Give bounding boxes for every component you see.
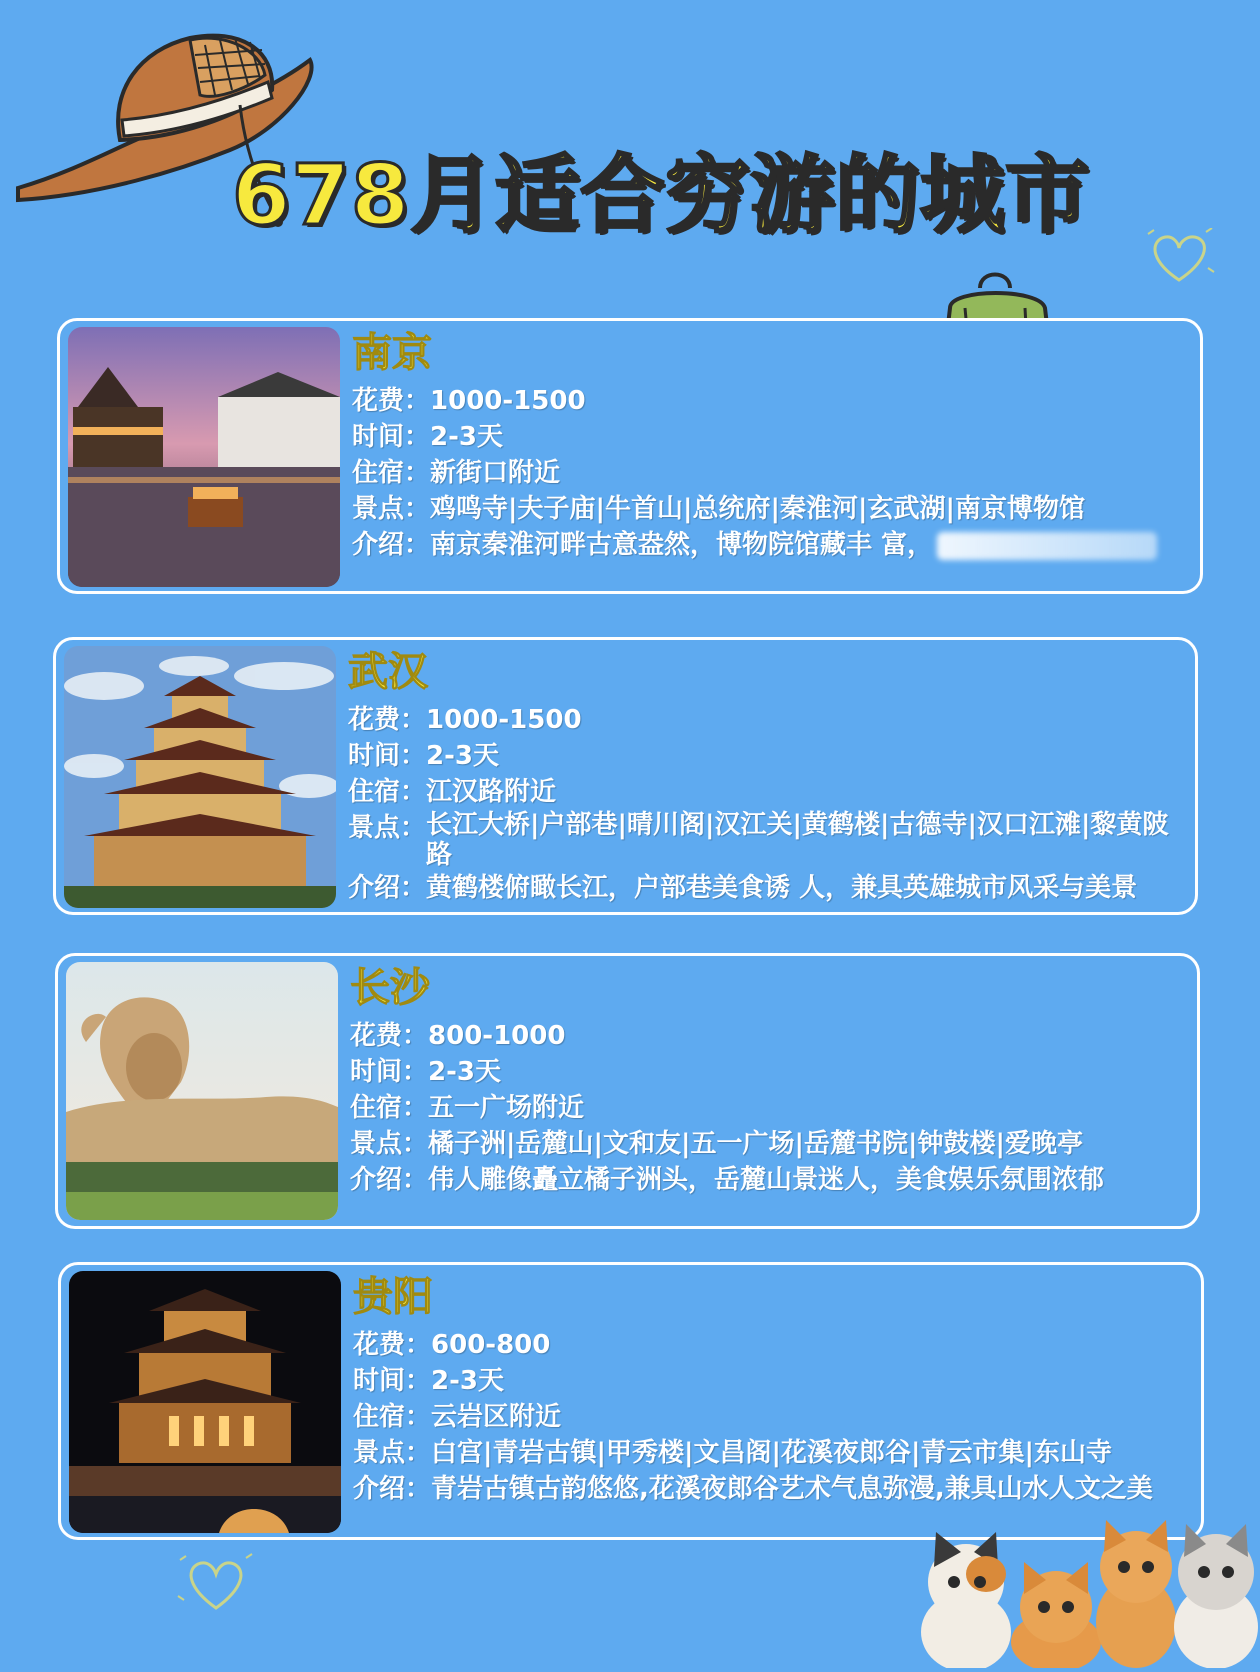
city-card-changsha	[55, 953, 1200, 1229]
stay-row	[352, 455, 1186, 491]
time-row	[353, 1363, 1187, 1399]
stay-value: 云岩区附近	[431, 1402, 562, 1432]
time-label: 时间：	[353, 1366, 432, 1396]
stay-row	[353, 1399, 1187, 1435]
intro-value: 青岩古镇古韵悠悠,花溪夜郎谷艺术气息弥漫,兼具山水人文之美	[431, 1474, 1153, 1504]
spots-row	[348, 810, 1181, 870]
intro-value: 黄鹤楼俯瞰长江，户部巷美食诱 人，兼具英雄城市风采与美景	[426, 873, 1138, 903]
cost-value: 800-1000	[428, 1021, 566, 1051]
cost-label: 花费：	[350, 1021, 429, 1051]
blurred-text	[937, 532, 1157, 560]
time-row	[352, 419, 1186, 455]
time-value: 2-3天	[426, 741, 499, 771]
stay-row	[348, 774, 1181, 810]
cost-row	[350, 1018, 1183, 1054]
spots-label: 景点：	[348, 813, 427, 843]
time-label: 时间：	[350, 1057, 429, 1087]
time-label: 时间：	[348, 741, 427, 771]
kittens-illustration	[906, 1512, 1260, 1672]
time-row	[348, 738, 1181, 774]
time-row	[350, 1054, 1183, 1090]
city-info	[350, 964, 1183, 1198]
spots-value: 白宫|青岩古镇|甲秀楼|文昌阁|花溪夜郎谷|青云市集|东山寺	[431, 1438, 1112, 1468]
changsha-photo	[66, 962, 338, 1220]
stay-value: 五一广场附近	[428, 1093, 585, 1123]
intro-label: 介绍：	[353, 1474, 432, 1504]
intro-row	[352, 527, 1186, 563]
time-value: 2-3天	[431, 1366, 504, 1396]
stay-value: 新街口附近	[430, 458, 561, 488]
spots-value: 橘子洲|岳麓山|文和友|五一广场|岳麓书院|钟鼓楼|爱晚亭	[428, 1129, 1083, 1159]
stay-value: 江汉路附近	[426, 777, 557, 807]
spots-row	[350, 1126, 1183, 1162]
cost-label: 花费：	[352, 386, 431, 416]
city-name: 贵阳	[353, 1274, 433, 1320]
cost-row	[353, 1327, 1187, 1363]
stay-label: 住宿：	[348, 777, 427, 807]
cost-value: 1000-1500	[430, 386, 586, 416]
cost-label: 花费：	[353, 1330, 432, 1360]
spots-label: 景点：	[352, 494, 431, 524]
stay-row	[350, 1090, 1183, 1126]
intro-label: 介绍：	[348, 873, 427, 903]
cost-value: 1000-1500	[426, 705, 582, 735]
city-card-guiyang	[58, 1262, 1204, 1540]
spots-value: 鸡鸣寺|夫子庙|牛首山|总统府|秦淮河|玄武湖|南京博物馆	[430, 494, 1085, 524]
stay-label: 住宿：	[350, 1093, 429, 1123]
guiyang-photo	[69, 1271, 341, 1533]
spots-label: 景点：	[350, 1129, 429, 1159]
city-info	[352, 329, 1186, 563]
stay-label: 住宿：	[352, 458, 431, 488]
spots-row	[353, 1435, 1187, 1471]
spots-row	[352, 491, 1186, 527]
city-card-wuhan	[53, 637, 1198, 915]
intro-row	[350, 1162, 1183, 1198]
intro-label: 介绍：	[352, 530, 431, 560]
time-value: 2-3天	[430, 422, 503, 452]
spots-label: 景点：	[353, 1438, 432, 1468]
city-info	[353, 1273, 1187, 1507]
heart-doodle-icon	[1142, 228, 1216, 292]
city-name: 长沙	[350, 965, 430, 1011]
cost-row	[352, 383, 1186, 419]
city-name: 武汉	[348, 649, 428, 695]
time-label: 时间：	[352, 422, 431, 452]
cost-row	[348, 702, 1181, 738]
cost-value: 600-800	[431, 1330, 551, 1360]
page-title: 678月适合穷游的城市	[232, 146, 1091, 244]
cost-label: 花费：	[348, 705, 427, 735]
spots-value: 长江大桥|户部巷|晴川阁|汉江关|黄鹤楼|古德寺|汉口江滩|黎黄陂路	[426, 810, 1169, 870]
city-name: 南京	[352, 330, 432, 376]
heart-doodle-icon	[176, 1552, 256, 1620]
stay-label: 住宿：	[353, 1402, 432, 1432]
intro-row	[348, 870, 1181, 906]
city-info	[348, 648, 1181, 906]
intro-value: 南京秦淮河畔古意盎然，博物院馆藏丰 富，	[430, 530, 934, 560]
intro-row	[353, 1471, 1187, 1507]
city-card-nanjing	[57, 318, 1203, 594]
wuhan-photo	[64, 646, 336, 908]
time-value: 2-3天	[428, 1057, 501, 1087]
intro-label: 介绍：	[350, 1165, 429, 1195]
intro-value: 伟人雕像矗立橘子洲头，岳麓山景迷人，美食娱乐氛围浓郁	[428, 1165, 1105, 1195]
nanjing-photo	[68, 327, 340, 587]
